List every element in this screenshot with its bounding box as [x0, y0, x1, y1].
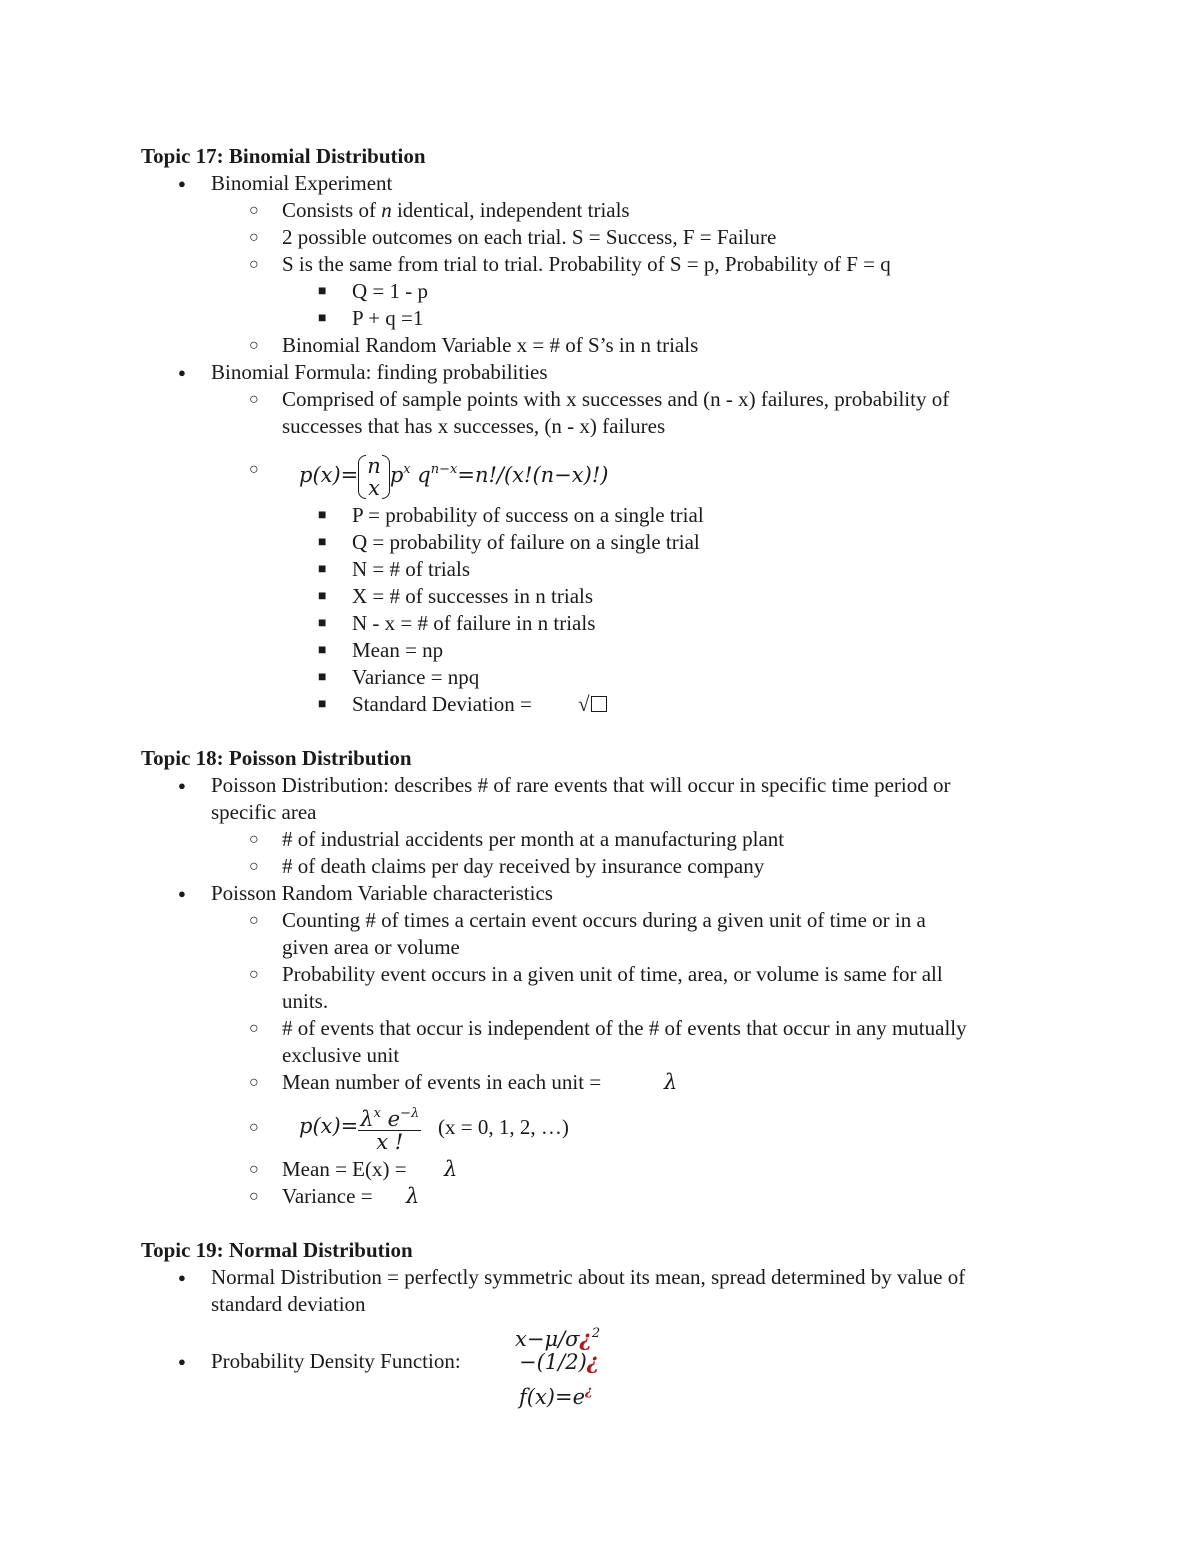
def-mean: Mean = np [352, 638, 444, 662]
lambda-symbol: λ [444, 1157, 458, 1181]
sqrt-placeholder: √ [578, 691, 607, 718]
bullet-circle: ○ [249, 391, 259, 408]
bullet-circle: ○ [249, 256, 259, 273]
char-2-line-2: units. [282, 989, 329, 1013]
def-q: Q = probability of failure on a single trial [352, 530, 700, 554]
def-p: P = probability of success on a single trial [352, 503, 704, 527]
consists-item: Consists of n identical, independent trials [282, 198, 630, 222]
pdf-line-3: f(x)=e¿ [519, 1384, 593, 1409]
same-item: S is the same from trial to trial. Probability of S = p, Probability of F = q [282, 252, 891, 276]
bullet-disc: ● [178, 365, 186, 380]
bullet-circle: ○ [249, 1020, 259, 1037]
bullet-circle: ○ [249, 1119, 259, 1136]
example-death-claims: # of death claims per day received by insurance company [282, 854, 765, 878]
bullet-circle: ○ [249, 229, 259, 246]
topic-19-heading: Topic 19: Normal Distribution [141, 1238, 413, 1262]
bullet-circle: ○ [249, 337, 259, 354]
bullet-circle: ○ [249, 912, 259, 929]
def-n-minus-x: N - x = # of failure in n trials [352, 611, 596, 635]
mean-events-item: Mean number of events in each unit = [282, 1070, 602, 1094]
bullet-square: ■ [318, 670, 327, 685]
bullet-circle: ○ [249, 966, 259, 983]
pdf-line-1: x−μ/σ¿$^2$ [515, 1326, 601, 1351]
def-standard-deviation: Standard Deviation = [352, 692, 532, 716]
binomial-formula-title: Binomial Formula: finding probabilities [211, 360, 548, 384]
char-3-line-1: # of events that occur is independent of the # of events that occur in any mutually [282, 1016, 967, 1040]
poisson-fraction: $\frac{\lambda^x e^{-\lambda}}{x !}$ [358, 1103, 421, 1153]
bullet-circle: ○ [249, 461, 259, 478]
def-n: N = # of trials [352, 557, 470, 581]
pdf-line-2: −(1/2)¿ [519, 1349, 600, 1374]
bullet-circle: ○ [249, 858, 259, 875]
bullet-square: ■ [318, 508, 327, 523]
comprised-line-1: Comprised of sample points with x successes and (n - x) failures, probability of [282, 387, 950, 411]
bullet-circle: ○ [249, 1188, 259, 1205]
binomial-coefficient: n x [358, 455, 390, 499]
bullet-square: ■ [318, 535, 327, 550]
random-variable-item: Binomial Random Variable x = # of S’s in n trials [282, 333, 699, 357]
poisson-def-line-2: specific area [211, 800, 317, 824]
bullet-square: ■ [318, 616, 327, 631]
normal-def-line-1: Normal Distribution = perfectly symmetric about its mean, spread determined by value of [211, 1265, 966, 1289]
char-1-line-2: given area or volume [282, 935, 460, 959]
bullet-square: ■ [318, 697, 327, 712]
pdf-label: Probability Density Function: [211, 1349, 461, 1373]
poisson-variance: Variance = [282, 1184, 373, 1208]
lambda-symbol: λ [664, 1070, 678, 1094]
poisson-formula: p(x)= $\frac{\lambda^x e^{-\lambda}}{x !}$ [299, 1096, 421, 1156]
bullet-disc: ● [178, 176, 186, 191]
bullet-square: ■ [318, 311, 327, 326]
pq-equation: P + q =1 [352, 306, 424, 330]
bullet-disc: ● [178, 1270, 186, 1285]
poisson-def-line-1: Poisson Distribution: describes # of rare events that will occur in specific time period or [211, 773, 951, 797]
lambda-symbol: λ [406, 1184, 420, 1208]
poisson-mean: Mean = E(x) = [282, 1157, 407, 1181]
example-accidents: # of industrial accidents per month at a manufacturing plant [282, 827, 785, 851]
outcomes-item: 2 possible outcomes on each trial. S = Success, F = Failure [282, 225, 777, 249]
char-3-line-2: exclusive unit [282, 1043, 400, 1067]
bullet-disc: ● [178, 886, 186, 901]
bullet-square: ■ [318, 643, 327, 658]
comprised-line-2: successes that has x successes, (n - x) failures [282, 414, 666, 438]
bullet-circle: ○ [249, 831, 259, 848]
binomial-experiment: Binomial Experiment [211, 171, 393, 195]
bullet-square: ■ [318, 284, 327, 299]
bullet-square: ■ [318, 562, 327, 577]
bullet-circle: ○ [249, 1074, 259, 1091]
bullet-disc: ● [178, 778, 186, 793]
topic-18-heading: Topic 18: Poisson Distribution [141, 746, 412, 770]
char-2-line-1: Probability event occurs in a given unit of time, area, or volume is same for all [282, 962, 943, 986]
topic-17-heading: Topic 17: Binomial Distribution [141, 144, 426, 168]
bullet-disc: ● [178, 1354, 186, 1369]
bullet-square: ■ [318, 589, 327, 604]
bullet-circle: ○ [249, 202, 259, 219]
placeholder-box [591, 696, 607, 712]
def-x: X = # of successes in n trials [352, 584, 594, 608]
poisson-characteristics-title: Poisson Random Variable characteristics [211, 881, 553, 905]
binomial-formula: p(x)= n x $p^x$ $q^{n-x}=n!/(x!(n-x)!)$ [299, 453, 609, 500]
def-variance: Variance = npq [352, 665, 480, 689]
bullet-circle: ○ [249, 1161, 259, 1178]
char-1-line-1: Counting # of times a certain event occurs during a given unit of time or in a [282, 908, 926, 932]
normal-def-line-2: standard deviation [211, 1292, 366, 1316]
poisson-range: (x = 0, 1, 2, …) [438, 1115, 569, 1139]
q-equation: Q = 1 - p [352, 279, 429, 303]
